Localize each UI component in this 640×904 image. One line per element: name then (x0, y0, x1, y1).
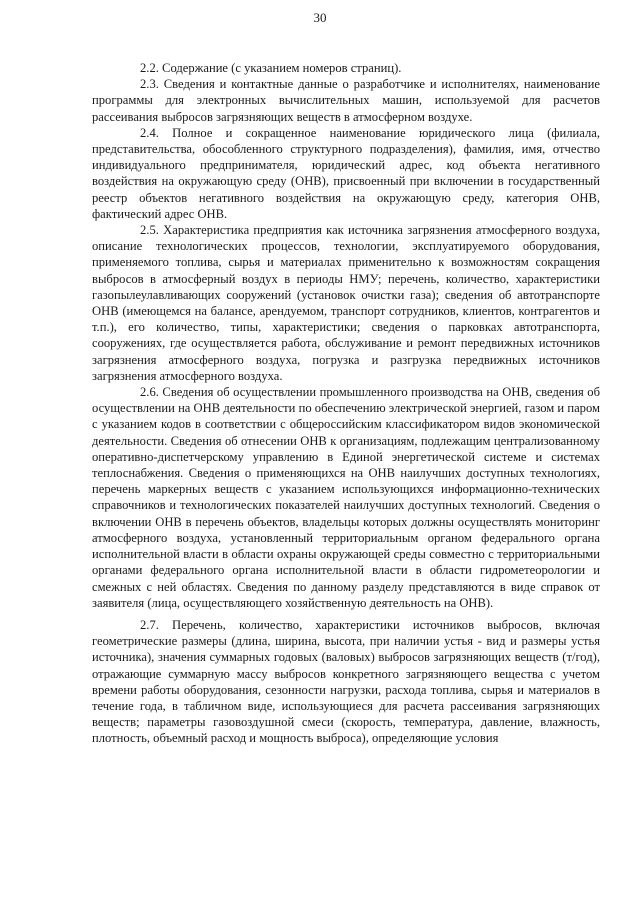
paragraph-2-2: 2.2. Содержание (с указанием номеров страниц). (140, 61, 402, 75)
paragraph-2-6: 2.6. Сведения об осуществлении промышленного производства на ОНВ, сведения об осуществлении на ОНВ деятельности по обеспечению электрической энергией, газом и паром с указанием кодов в соответствии с общероссийским классификатором видов экономической деятельности. Сведения об отнесении ОНВ к организациям, подлежащим централизованному оперативно-диспетчерскому управлению в Единой энергетической системе и системах теплоснабжения. Сведения о применяющихся на ОНВ наилучших доступных технологиях, перечень маркерных веществ с указанием использующихся информационно-технических справочников и технологических показателей наилучших доступных технологий. Сведения о включении ОНВ в перечень объектов, владельцы которых должны осуществлять мониторинг атмосферного воздуха, установленный территориальным органом федерального органа исполнительной власти в области охраны окружающей среды совместно с территориальными органами федерального органа исполнительной власти в области гидрометеорологии и смежных с ней областях. Сведения по данному разделу представляются в виде справок от заявителя (лица, осуществляющего хозяйственную деятельность на ОНВ). (92, 385, 600, 610)
paragraph-2-4: 2.4. Полное и сокращенное наименование юридического лица (филиала, представительства, обособленного структурного подразделения), фамилия, имя, отчество индивидуального предпринимателя, юридический адрес, код объекта негативного воздействия на окружающую среду (ОНВ), присвоенный при включении в государственный реестр объектов негативного воздействия на окружающую среду, категория ОНВ, фактический адрес ОНВ. (92, 125, 600, 221)
paragraph-2-3: 2.3. Сведения и контактные данные о разработчике и исполнителях, наименование программы для электронных вычислительных машин, используемой для расчетов рассеивания выбросов загрязняющих веществ в атмосферном воздухе. (92, 77, 600, 124)
paragraph-2-5: 2.5. Характеристика предприятия как источника загрязнения атмосферного воздуха, описание технологических процессов, технологии, эксплуатируемого оборудования, применяемого топлива, сырья и материалах применительно к возможностям сокращения выбросов в атмосферный воздух в периоды НМУ; перечень, количество, характеристики газопылеулавливающих сооружений (установок очистки газа); сведения об автотранспорте ОНВ (имеющемся на балансе, арендуемом, транспорт сотрудников, клиентов, контрагентов и т.п.), его количество, типы, характеристики; сведения о парковках автотранспорта, сооружениях, где осуществляется работа, обслуживание и ремонт передвижных источников загрязнения атмосферного воздуха, погрузка и разгрузка передвижных источников загрязнения атмосферного воздуха. (92, 223, 600, 383)
paragraph-2-7: 2.7. Перечень, количество, характеристики источников выбросов, включая геометрические размеры (длина, ширина, высота, при наличии устья - вид и размеры устья источника), значения суммарных годовых (валовых) выбросов загрязняющих веществ (т/год), отражающие суммарную массу выбросов конкретного загрязняющего вещества с учетом времени работы оборудования, сезонности нагрузки, расхода топлива, сырья и материалов в течение года, в табличном виде, использующиеся для расчета рассеивания загрязняющих веществ; параметры газовоздушной смеси (скорость, температура, давление, влажность, плотность, объемный расход и мощность выброса), определяющие условия (92, 617, 600, 746)
document-body (92, 60, 600, 747)
page-number: 30 (313, 10, 327, 25)
